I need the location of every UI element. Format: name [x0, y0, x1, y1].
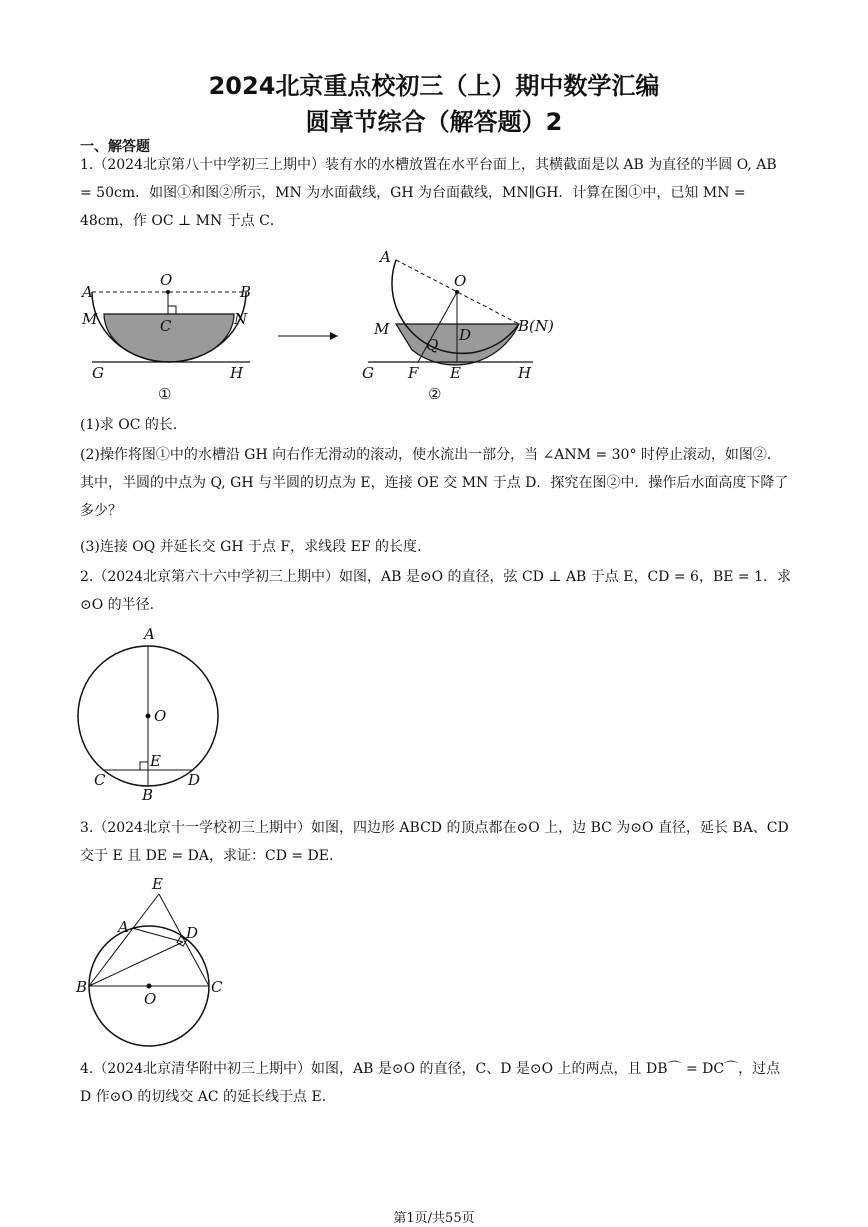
q3-label-A: A — [118, 918, 129, 936]
q2-label-C: C — [94, 771, 106, 789]
q3-label-D: D — [186, 924, 199, 942]
q3-chord-AD — [132, 928, 183, 942]
fig1-label-M: M — [82, 310, 98, 328]
fig1-point-O — [166, 290, 170, 294]
q3-label-C: C — [211, 978, 223, 996]
q3-line-BE — [89, 894, 159, 986]
q1-figures-drawing — [78, 248, 554, 410]
document-subtitle: 圆章节综合（解答题）2 — [305, 108, 563, 136]
q2-label-B: B — [142, 786, 154, 804]
page-footer: 第1页/共55页 — [393, 1211, 475, 1226]
fig2-label-Q: Q — [426, 336, 439, 354]
q2-label-E: E — [150, 752, 161, 770]
fig2-label-O: O — [454, 272, 467, 290]
fig2-label-E: E — [450, 364, 461, 382]
fig2-number: ② — [428, 385, 442, 403]
fig2-label-H: H — [518, 364, 532, 382]
fig2-label-D: D — [459, 326, 472, 344]
q3-label-B: B — [76, 978, 88, 996]
fig1-label-O: O — [160, 271, 173, 289]
q2-label-D: D — [188, 771, 201, 789]
q3-chord-BD — [89, 942, 183, 986]
fig2-label-G: G — [362, 364, 374, 382]
q2-label-O: O — [154, 707, 167, 725]
q3-figure — [74, 876, 234, 1052]
fig1-label-N: N — [234, 310, 248, 328]
q4-statement: 4.（2024北京清华附中初三上期中）如图，AB 是⊙O 的直径，C、D 是⊙O 上的两点，且 DB⌒ = DC⌒，过点 D 作⊙O 的切线交 AC 的延长线于点 E. — [80, 1061, 781, 1105]
q2-right-angle — [140, 762, 148, 770]
fig2-point-O — [455, 290, 459, 294]
fig2-label-B: B(N) — [518, 317, 554, 335]
q1-statement: 1.（2024北京第八十中学初三上期中）装有水的水槽放置在水平台面上，其横截面是以 AB 为直径的半圆 O, AB = 50cm．如图①和图②所示，MN 为水面截线，GH 为台面截线，MN∥GH．计算在图①中，已知 MN = 48cm，作 OC ⊥ MN 于点 C． — [80, 157, 777, 229]
q2-point-O — [146, 714, 151, 719]
fig1-number: ① — [158, 385, 172, 403]
q1-sub1: (1)求 OC 的长. — [80, 417, 178, 433]
q2-figure — [74, 626, 234, 802]
document-title: 2024北京重点校初三（上）期中数学汇编 — [208, 72, 660, 100]
fig1-label-A: A — [82, 283, 93, 301]
fig1-label-H: H — [230, 364, 244, 382]
fig2-label-F: F — [408, 364, 419, 382]
q1-sub2: (2)操作将图①中的水槽沿 GH 向右作无滑动的滚动，使水流出一部分，当 ∠ANM = 30° 时停止滚动，如图②．其中，半圆的中点为 Q, GH 与半圆的切点为 E，连接 OE 交 MN 于点 D．探究在图②中．操作后水面高度下降了多少？ — [80, 447, 789, 519]
section-heading: 一、解答题 — [80, 139, 150, 155]
q3-point-O — [147, 984, 152, 989]
q2-statement: 2.（2024北京第六十六中学初三上期中）如图，AB 是⊙O 的直径，弦 CD ⊥ AB 于点 E，CD = 6，BE = 1．求⊙O 的半径. — [80, 569, 791, 613]
q3-label-O: O — [144, 990, 157, 1008]
q2-label-A: A — [144, 625, 155, 643]
arrow-head — [330, 332, 338, 340]
fig1-label-C: C — [160, 317, 172, 335]
fig1-label-B: B — [240, 283, 252, 301]
q3-line-CE — [159, 894, 209, 986]
fig1-right-angle — [168, 306, 176, 314]
q3-label-E: E — [152, 875, 163, 893]
fig2-label-A: A — [380, 248, 391, 266]
fig1-label-G: G — [92, 364, 104, 382]
fig2-label-M: M — [374, 320, 390, 338]
q1-sub3: (3)连接 OQ 并延长交 GH 于点 F，求线段 EF 的长度. — [80, 539, 422, 555]
q3-statement: 3.（2024北京十一学校初三上期中）如图，四边形 ABCD 的顶点都在⊙O 上，边 BC 为⊙O 直径，延长 BA、CD 交于 E 且 DE = DA，求证：CD = DE. — [80, 820, 789, 864]
